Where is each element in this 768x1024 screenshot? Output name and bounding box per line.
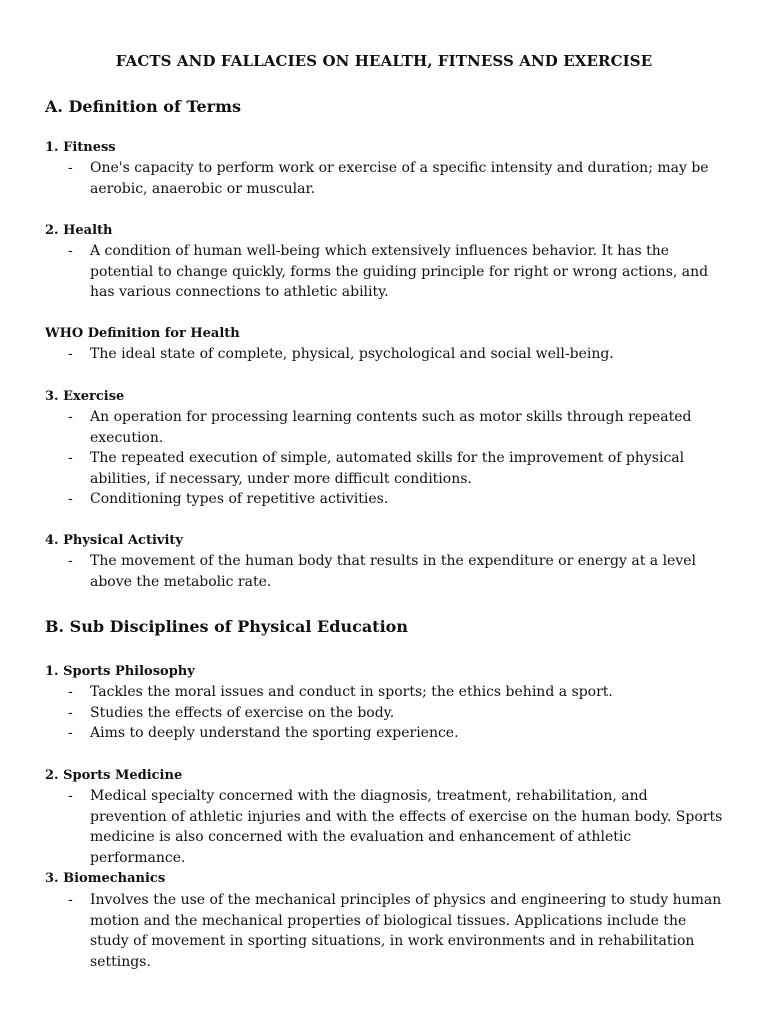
list-item — [68, 890, 728, 972]
bullet-dash: - — [68, 160, 73, 176]
term-fitness: 1. Fitness — [45, 140, 116, 155]
exercise-definition-list — [68, 407, 728, 510]
list-item — [68, 241, 728, 303]
list-item-text: The repeated execution of simple, automated skills for the improvement of physical abilities, if necessary, under more difficult conditions. — [90, 450, 685, 487]
bullet-dash: - — [68, 346, 73, 362]
bullet-dash: - — [68, 892, 73, 908]
list-item-text: Medical specialty concerned with the diagnosis, treatment, rehabilitation, and prevention of athletic injuries and with the effects of exercise on the human body. Sports medicine is also concerned with the evaluation and enhancement of athletic performance. — [90, 788, 723, 866]
list-item-text: Studies the effects of exercise on the body. — [90, 704, 395, 721]
bullet-dash: - — [68, 684, 73, 700]
term-sports-philosophy: 1. Sports Philosophy — [45, 664, 195, 679]
list-item-text: Involves the use of the mechanical principles of physics and engineering to study human motion and the mechanical properties of biological tissues. Applications include the study of movement in sporting situations, in work environments and in rehabilitation settings. — [90, 892, 722, 970]
bullet-dash: - — [68, 450, 73, 466]
sports-philosophy-list — [68, 682, 728, 744]
term-who-health: WHO Definition for Health — [45, 326, 240, 341]
list-item-text: Aims to deeply understand the sporting experience. — [90, 725, 459, 741]
term-physical-activity: 4. Physical Activity — [45, 533, 183, 548]
list-item — [68, 723, 728, 744]
list-item — [68, 158, 728, 199]
bullet-dash: - — [68, 788, 73, 804]
fitness-definition-list — [68, 158, 728, 199]
sports-medicine-list — [68, 786, 728, 868]
bullet-dash: - — [68, 725, 73, 741]
list-item-text: A condition of human well-being which extensively influences behavior. It has the potential to change quickly, forms the guiding principle for right or wrong actions, and has various connections to athletic ability. — [90, 243, 709, 300]
list-item-text: The movement of the human body that results in the expenditure or energy at a level above the metabolic rate. — [90, 553, 696, 590]
list-item-text: Tackles the moral issues and conduct in sports; the ethics behind a sport. — [90, 684, 613, 700]
section-a-heading: A. Definition of Terms — [45, 97, 242, 116]
list-item-text: One's capacity to perform work or exercise of a specific intensity and duration; may be aerobic, anaerobic or muscular. — [90, 160, 709, 197]
term-health: 2. Health — [45, 223, 113, 238]
list-item — [68, 682, 728, 703]
bullet-dash: - — [68, 243, 73, 259]
list-item — [68, 344, 728, 365]
bullet-dash: - — [68, 553, 73, 569]
list-item-text: An operation for processing learning contents such as motor skills through repeated execution. — [90, 409, 692, 446]
list-item — [68, 703, 728, 724]
list-item-text: The ideal state of complete, physical, psychological and social well-being. — [90, 346, 614, 362]
list-item-text: Conditioning types of repetitive activities. — [90, 491, 389, 507]
list-item — [68, 448, 728, 489]
list-item — [68, 786, 728, 868]
who-definition-list — [68, 344, 728, 365]
list-item — [68, 551, 728, 592]
physical-activity-definition-list — [68, 551, 728, 592]
bullet-dash: - — [68, 409, 73, 425]
section-b-heading: B. Sub Disciplines of Physical Education — [45, 617, 408, 636]
biomechanics-list — [68, 890, 728, 972]
bullet-dash: - — [68, 491, 73, 507]
health-definition-list — [68, 241, 728, 303]
document-title: FACTS AND FALLACIES ON HEALTH, FITNESS AND EXERCISE — [115, 52, 653, 70]
list-item — [68, 489, 728, 510]
bullet-dash: - — [68, 704, 73, 721]
list-item — [68, 407, 728, 448]
term-sports-medicine: 2. Sports Medicine — [45, 768, 183, 783]
term-exercise: 3. Exercise — [45, 389, 125, 404]
term-biomechanics: 3. Biomechanics — [45, 871, 166, 886]
